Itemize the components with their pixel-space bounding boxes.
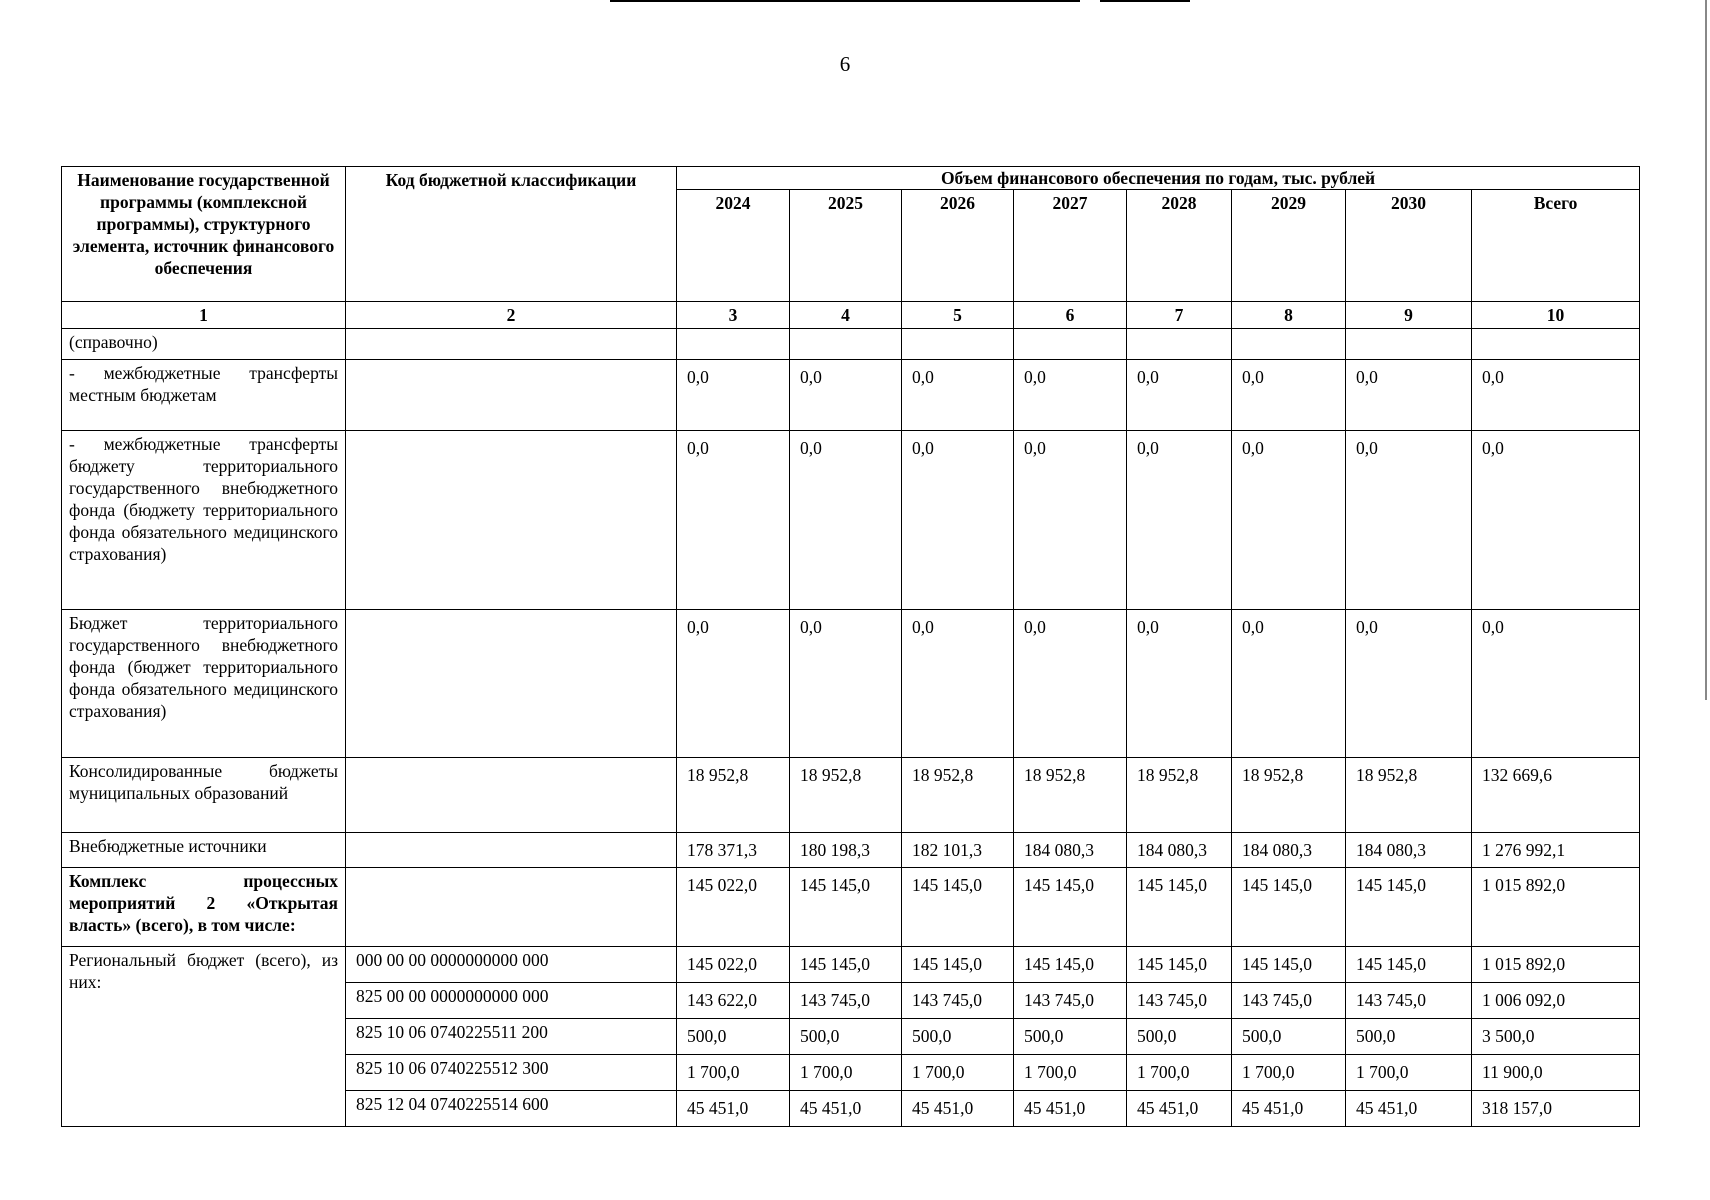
row-value: 184 080,3 bbox=[1014, 833, 1127, 868]
column-number: 7 bbox=[1127, 302, 1232, 329]
row-value: 145 022,0 bbox=[677, 947, 790, 983]
row-value: 0,0 bbox=[1346, 360, 1472, 431]
row-name: - межбюджетные трансферты местным бюджетам bbox=[62, 360, 346, 431]
row-value: 0,0 bbox=[1127, 610, 1232, 758]
row-code bbox=[346, 431, 677, 610]
row-value: 45 451,0 bbox=[902, 1091, 1014, 1127]
column-number: 3 bbox=[677, 302, 790, 329]
row-value: 145 022,0 bbox=[677, 868, 790, 947]
row-value: 0,0 bbox=[1014, 431, 1127, 610]
row-value: 1 015 892,0 bbox=[1472, 947, 1640, 983]
row-name-regional: Региональный бюджет (всего), из них: bbox=[62, 947, 346, 1127]
column-number: 5 bbox=[902, 302, 1014, 329]
row-value: 145 145,0 bbox=[1232, 947, 1346, 983]
header-year: 2026 bbox=[902, 190, 1014, 302]
row-value: 1 006 092,0 bbox=[1472, 983, 1640, 1019]
row-value: 145 145,0 bbox=[1014, 868, 1127, 947]
row-value: 3 500,0 bbox=[1472, 1019, 1640, 1055]
table-row bbox=[62, 610, 1640, 758]
row-value bbox=[1346, 329, 1472, 360]
row-value: 143 745,0 bbox=[1346, 983, 1472, 1019]
row-value: 145 145,0 bbox=[1127, 868, 1232, 947]
table-row bbox=[62, 758, 1640, 833]
table-row bbox=[62, 431, 1640, 610]
row-value bbox=[1472, 329, 1640, 360]
row-value: 500,0 bbox=[1232, 1019, 1346, 1055]
row-value: 143 745,0 bbox=[902, 983, 1014, 1019]
row-value bbox=[790, 329, 902, 360]
header-total: Всего bbox=[1472, 190, 1640, 302]
row-value: 11 900,0 bbox=[1472, 1055, 1640, 1091]
row-value: 18 952,8 bbox=[1346, 758, 1472, 833]
row-value: 318 157,0 bbox=[1472, 1091, 1640, 1127]
row-name: (справочно) bbox=[62, 329, 346, 360]
header-code: Код бюджетной классификации bbox=[346, 167, 677, 302]
row-value: 0,0 bbox=[677, 360, 790, 431]
row-code: 000 00 00 0000000000 000 bbox=[346, 947, 677, 983]
row-value: 145 145,0 bbox=[1232, 868, 1346, 947]
row-value: 0,0 bbox=[1472, 431, 1640, 610]
column-number: 10 bbox=[1472, 302, 1640, 329]
header-year: 2024 bbox=[677, 190, 790, 302]
table-row bbox=[62, 833, 1640, 868]
row-value bbox=[1127, 329, 1232, 360]
row-value: 500,0 bbox=[1127, 1019, 1232, 1055]
row-name: Комплекс процессных мероприятий 2 «Открытая власть» (всего), в том числе: bbox=[62, 868, 346, 947]
row-value: 0,0 bbox=[1127, 360, 1232, 431]
row-value: 182 101,3 bbox=[902, 833, 1014, 868]
row-value: 145 145,0 bbox=[1127, 947, 1232, 983]
row-code bbox=[346, 758, 677, 833]
row-value: 145 145,0 bbox=[1014, 947, 1127, 983]
row-value: 1 700,0 bbox=[902, 1055, 1014, 1091]
row-value: 0,0 bbox=[902, 610, 1014, 758]
row-code bbox=[346, 360, 677, 431]
row-value: 500,0 bbox=[1014, 1019, 1127, 1055]
row-code: 825 10 06 0740225512 300 bbox=[346, 1055, 677, 1091]
page-number: 6 bbox=[839, 52, 851, 76]
row-value bbox=[677, 329, 790, 360]
table-row bbox=[62, 868, 1640, 947]
header-year: 2028 bbox=[1127, 190, 1232, 302]
row-value: 1 700,0 bbox=[1014, 1055, 1127, 1091]
row-value: 184 080,3 bbox=[1232, 833, 1346, 868]
header-name: Наименование государственной программы (комплексной программы), структурного элемента, источник финансового обеспечения bbox=[62, 167, 346, 302]
row-name: - межбюджетные трансферты бюджету территориального государственного внебюджетного фонда (бюджету территориального фонда обязательного медицинского страхования) bbox=[62, 431, 346, 610]
column-number: 1 bbox=[62, 302, 346, 329]
row-name: Консолидированные бюджеты муниципальных образований bbox=[62, 758, 346, 833]
column-numbers-row bbox=[62, 302, 1640, 329]
row-value: 143 745,0 bbox=[1014, 983, 1127, 1019]
row-value bbox=[1232, 329, 1346, 360]
header-year: 2030 bbox=[1346, 190, 1472, 302]
row-value: 18 952,8 bbox=[1014, 758, 1127, 833]
financing-table bbox=[61, 166, 1640, 1127]
row-value: 0,0 bbox=[790, 360, 902, 431]
row-code bbox=[346, 868, 677, 947]
row-value: 145 145,0 bbox=[902, 868, 1014, 947]
table-row bbox=[62, 360, 1640, 431]
row-value: 45 451,0 bbox=[790, 1091, 902, 1127]
row-value: 145 145,0 bbox=[1346, 947, 1472, 983]
row-value: 18 952,8 bbox=[677, 758, 790, 833]
row-value: 45 451,0 bbox=[677, 1091, 790, 1127]
row-value: 0,0 bbox=[790, 610, 902, 758]
row-value: 184 080,3 bbox=[1346, 833, 1472, 868]
row-code bbox=[346, 329, 677, 360]
row-value: 0,0 bbox=[677, 431, 790, 610]
scan-edge-mark bbox=[610, 0, 1080, 2]
row-value: 0,0 bbox=[1014, 610, 1127, 758]
row-value: 18 952,8 bbox=[1232, 758, 1346, 833]
table-row bbox=[62, 329, 1640, 360]
header-row-top bbox=[62, 167, 1640, 190]
row-value: 184 080,3 bbox=[1127, 833, 1232, 868]
column-number: 8 bbox=[1232, 302, 1346, 329]
column-number: 4 bbox=[790, 302, 902, 329]
row-value: 1 015 892,0 bbox=[1472, 868, 1640, 947]
row-value: 45 451,0 bbox=[1232, 1091, 1346, 1127]
row-value: 45 451,0 bbox=[1346, 1091, 1472, 1127]
row-value: 0,0 bbox=[1127, 431, 1232, 610]
header-year: 2025 bbox=[790, 190, 902, 302]
row-value: 0,0 bbox=[1472, 360, 1640, 431]
row-value: 0,0 bbox=[1232, 360, 1346, 431]
row-value: 0,0 bbox=[1232, 431, 1346, 610]
row-name: Бюджет территориального государственного внебюджетного фонда (бюджет территориального фонда обязательного медицинского страхования) bbox=[62, 610, 346, 758]
row-value: 145 145,0 bbox=[790, 947, 902, 983]
row-value: 145 145,0 bbox=[1346, 868, 1472, 947]
column-number: 2 bbox=[346, 302, 677, 329]
row-value: 1 700,0 bbox=[1232, 1055, 1346, 1091]
row-value: 143 745,0 bbox=[1127, 983, 1232, 1019]
row-code bbox=[346, 833, 677, 868]
row-value: 0,0 bbox=[1014, 360, 1127, 431]
row-value bbox=[1014, 329, 1127, 360]
row-value bbox=[902, 329, 1014, 360]
row-value: 143 745,0 bbox=[1232, 983, 1346, 1019]
row-value: 0,0 bbox=[677, 610, 790, 758]
row-value: 1 700,0 bbox=[790, 1055, 902, 1091]
table-row bbox=[62, 947, 1640, 983]
scan-edge-mark bbox=[1100, 0, 1190, 2]
row-value: 1 700,0 bbox=[1346, 1055, 1472, 1091]
row-value: 500,0 bbox=[1346, 1019, 1472, 1055]
row-value: 0,0 bbox=[1232, 610, 1346, 758]
row-value: 18 952,8 bbox=[790, 758, 902, 833]
row-value: 18 952,8 bbox=[902, 758, 1014, 833]
row-code: 825 00 00 0000000000 000 bbox=[346, 983, 677, 1019]
row-value: 18 952,8 bbox=[1127, 758, 1232, 833]
row-name: Внебюджетные источники bbox=[62, 833, 346, 868]
column-number: 6 bbox=[1014, 302, 1127, 329]
header-year: 2027 bbox=[1014, 190, 1127, 302]
row-value: 145 145,0 bbox=[790, 868, 902, 947]
row-value: 1 700,0 bbox=[677, 1055, 790, 1091]
row-value: 45 451,0 bbox=[1014, 1091, 1127, 1127]
row-value: 500,0 bbox=[677, 1019, 790, 1055]
header-year: 2029 bbox=[1232, 190, 1346, 302]
row-value: 500,0 bbox=[790, 1019, 902, 1055]
row-value: 0,0 bbox=[790, 431, 902, 610]
row-value: 0,0 bbox=[1346, 431, 1472, 610]
row-value: 0,0 bbox=[902, 431, 1014, 610]
row-value: 0,0 bbox=[1472, 610, 1640, 758]
column-number: 9 bbox=[1346, 302, 1472, 329]
row-value: 0,0 bbox=[1346, 610, 1472, 758]
row-code: 825 10 06 0740225511 200 bbox=[346, 1019, 677, 1055]
row-value: 143 745,0 bbox=[790, 983, 902, 1019]
row-code: 825 12 04 0740225514 600 bbox=[346, 1091, 677, 1127]
row-value: 178 371,3 bbox=[677, 833, 790, 868]
row-value: 145 145,0 bbox=[902, 947, 1014, 983]
header-volume: Объем финансового обеспечения по годам, тыс. рублей bbox=[677, 167, 1640, 190]
row-value: 180 198,3 bbox=[790, 833, 902, 868]
row-value: 143 622,0 bbox=[677, 983, 790, 1019]
row-code bbox=[346, 610, 677, 758]
row-value: 500,0 bbox=[902, 1019, 1014, 1055]
scan-edge-mark bbox=[1705, 0, 1707, 700]
row-value: 45 451,0 bbox=[1127, 1091, 1232, 1127]
row-value: 1 276 992,1 bbox=[1472, 833, 1640, 868]
row-value: 1 700,0 bbox=[1127, 1055, 1232, 1091]
row-value: 132 669,6 bbox=[1472, 758, 1640, 833]
row-value: 0,0 bbox=[902, 360, 1014, 431]
